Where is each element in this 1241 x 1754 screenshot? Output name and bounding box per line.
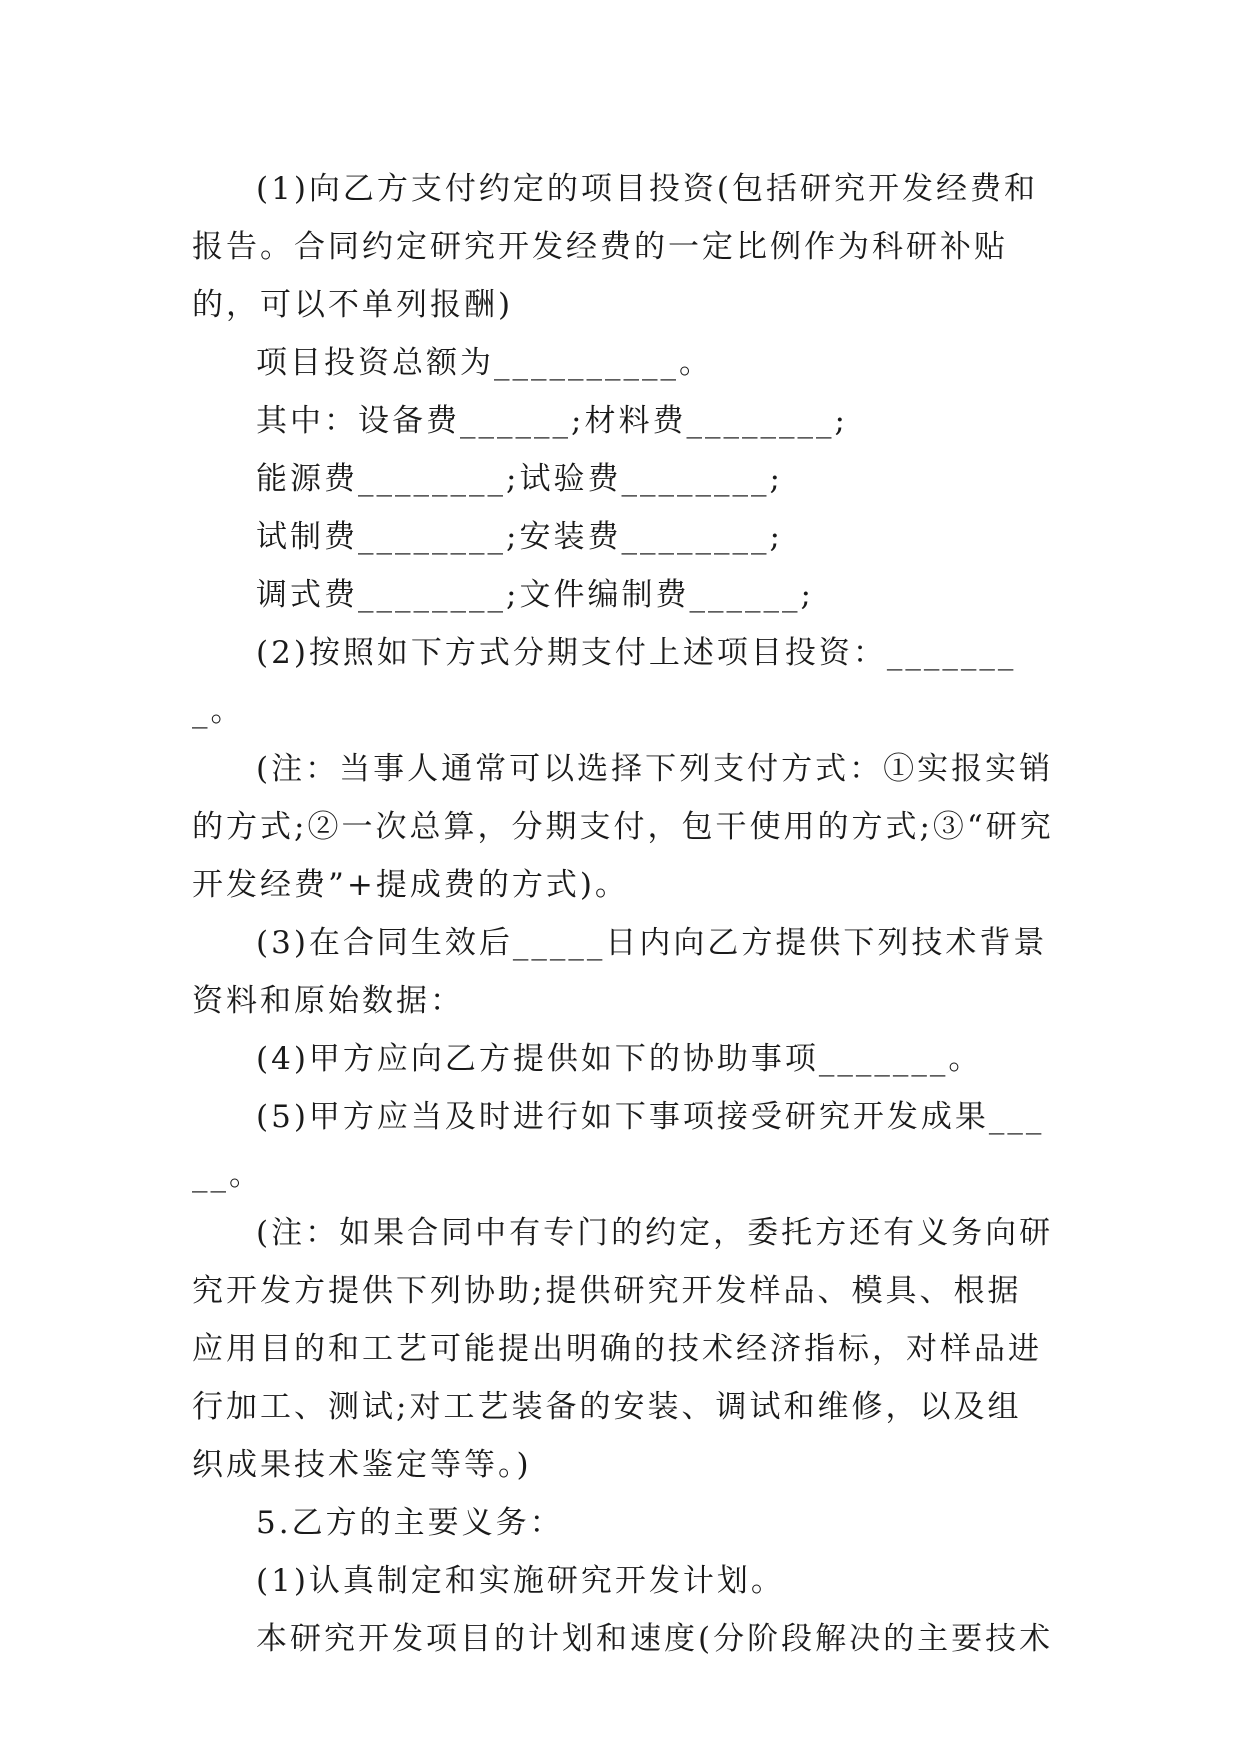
paragraph-research-plan: (1)认真制定和实施研究开发计划。 [256, 1563, 785, 1599]
paragraph-plan-schedule: 本研究开发项目的计划和速度(分阶段解决的主要技术 [256, 1621, 1054, 1657]
paragraph-accept-results: (5)甲方应当及时进行如下事项接受研究开发成果_____。 [192, 1099, 1045, 1193]
paragraph-debug-documentation: 调式费________;文件编制费______; [256, 577, 814, 613]
paragraph-assistance-note: (注：如果合同中有专门的约定，委托方还有义务向研究开发方提供下列协助;提供研究开发样品、模具、根据应用目的和工艺可能提出明确的技术经济指标，对样品进行加工、测试;对工艺装备的安装、调试和维修，以及组织成果技术鉴定等等。) [192, 1215, 1054, 1483]
paragraph-assistance: (4)甲方应向乙方提供如下的协助事项_______。 [256, 1041, 983, 1077]
paragraph-payment-note: (注：当事人通常可以选择下列支付方式：①实报实销的方式;②一次总算，分期支付，包干使用的方式;③“研究开发经费”+提成费的方式)。 [192, 751, 1054, 903]
document-body [192, 160, 1054, 1668]
paragraph-background-data: (3)在合同生效后_____日内向乙方提供下列技术背景资料和原始数据： [192, 925, 1048, 1019]
paragraph-total-investment: 项目投资总额为__________。 [256, 345, 713, 381]
paragraph-trial-installation: 试制费________;安装费________; [256, 519, 783, 555]
paragraph-payment-1: (1)向乙方支付约定的项目投资(包括研究开发经费和报告。合同约定研究开发经费的一定比例作为科研补贴的，可以不单列报酬) [192, 171, 1039, 323]
paragraph-equipment-materials: 其中：设备费______;材料费________; [256, 403, 848, 439]
paragraph-energy-testing: 能源费________;试验费________; [256, 461, 783, 497]
section-heading-party-b-obligations: 5.乙方的主要义务： [256, 1505, 564, 1541]
paragraph-installments: (2)按照如下方式分期支付上述项目投资：________。 [192, 635, 1017, 729]
